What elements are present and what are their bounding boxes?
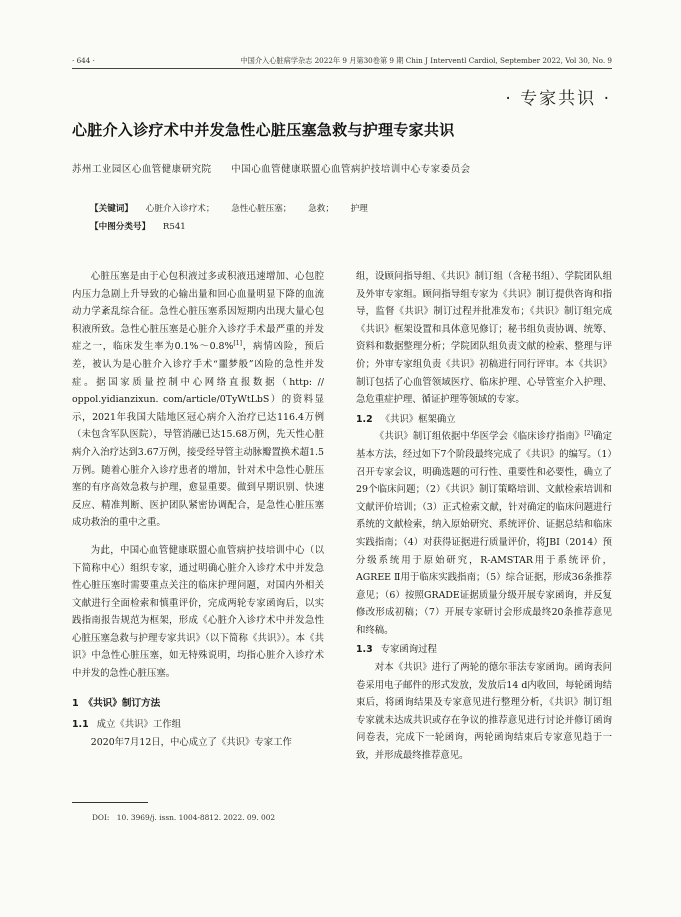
left-column <box>72 268 324 751</box>
section-heading: 1 《共识》制订方法 <box>72 697 161 709</box>
footnote-rule <box>72 802 148 803</box>
section-label: · 专家共识 · <box>505 89 611 109</box>
page-number: · 644 · <box>72 56 95 65</box>
journal-citation: 中国介入心脏病学杂志 2022年 9 月第30卷第 9 期 Chin J Interventl Cardiol, September 2022, Vol 30, No. 9 <box>240 56 612 65</box>
subsection-title: 专家函询过程 <box>380 644 437 656</box>
article-title: 心脏介入诊疗术中并发急性心脏压塞急救与护理专家共识 <box>72 121 455 139</box>
subsection-heading <box>356 411 612 429</box>
keyword: 急性心脏压塞； <box>231 204 292 214</box>
paragraph <box>356 428 612 639</box>
keywords-label: 【关键词】 <box>90 204 133 214</box>
subsection-title: 成立《共识》工作组 <box>96 719 181 731</box>
classification-value: R541 <box>162 222 186 232</box>
classification <box>90 220 186 232</box>
subsection-number: 1.3 <box>356 644 373 656</box>
subsection-title: 《共识》框架确立 <box>380 413 456 425</box>
paragraph <box>72 268 324 532</box>
subsection-number: 1.1 <box>72 719 89 731</box>
citation-ref[interactable]: [1] <box>233 340 242 348</box>
author-2: 中国心血管健康联盟心血管病护技培训中心专家委员会 <box>231 164 471 175</box>
doi: DOI: 10. 3969/j. issn. 1004-8812. 2022. 09. 002 <box>92 813 276 822</box>
paragraph: 对本《共识》进行了两轮的德尔菲法专家函询。函询表问卷采用电子邮件的形式发放，发放后14 d内收回，每轮函询结束后，将函询结果及专家意见进行整理分析，《共识》制订组专家就未达成共识或存在争议的推荐意见进行讨论并修订函询问卷表，完成下一轮函询，两轮函询结束后专家意见趋于一致，并形成最终推荐意见。 <box>356 662 612 762</box>
running-header <box>72 52 612 68</box>
author-1: 苏州工业园区心血管健康研究院 <box>72 164 212 175</box>
paragraph-text: ，病情凶险，预后差，被认为是心脏介入诊疗手术“噩梦般”凶险的急性并发症。据国家质量控制中心网络直报数据（http: // oppol.yidianzixun. com/article/0TyWtLbS）的资料显示，2021年我国大陆地区冠心病介入治疗已达116.4万例（未包含军队医院），导管消融已达15.68万例，先天性心脏病介入治疗达到3.67万例，接受经导管主动脉瓣置换术超1.5万例。随着心脏介入诊疗患者的增加，针对术中急性心脏压塞的有序高效急救与护理，愈显重要。做到早期识别、快速反应、精准判断、医护团队紧密协调配合，是急性心脏压塞成功救治的重中之重。 <box>72 341 324 529</box>
paragraph-text: 《共识》制订组依据中华医学会《临床诊疗指南》 <box>374 431 585 443</box>
header-rule <box>72 68 612 69</box>
paragraph-text: 确定基本方法，经过如下7个阶段最终完成了《共识》的编写。（1）召开专家会议，明确选题的可行性、重要性和必要性，确立了29个临床问题；（2）《共识》制订策略培训、文献检索培训和文献评价培训；（3）正式检索文献，针对确定的临床问题进行系统的文献检索，纳入原始研究、系统评价、证据总结和临床实践指南；（4）对获得证据进行质量评价，将JBI（2014）预分级系统用于原始研究，R-AMSTAR用于系统评价，AGREE Ⅱ用于临床实践指南；（5）综合证据，形成36条推荐意见；（6）按照GRADE证据质量分级开展专家函询，并反复修改形成初稿；（7）开展专家研讨会形成最终20条推荐意见和终稿。 <box>356 431 612 636</box>
keyword: 护理 <box>350 204 368 214</box>
subsection-heading <box>72 716 324 734</box>
right-column <box>356 268 612 765</box>
keyword: 急救； <box>308 204 334 214</box>
paragraph: 为此，中国心血管健康联盟心血管病护技培训中心（以下简称中心）组织专家，通过明确心脏介入诊疗术中并发急性心脏压塞时需要重点关注的临床护理问题，对国内外相关文献进行全面检索和慎重评价，完成两轮专家函询后，以实践指南报告规范为框架，形成《心脏介入诊疗术中并发急性心脏压塞急救与护理专家共识》（以下简称《共识》）。本《共识》中急性心脏压塞，如无特殊说明，均指心脏介入诊疗术中并发的急性心脏压塞。 <box>72 544 324 680</box>
paragraph: 2020年7月12日，中心成立了《共识》专家工作 <box>90 736 292 748</box>
keyword: 心脏介入诊疗术； <box>145 204 215 214</box>
keywords <box>90 202 382 214</box>
paragraph-text: 心脏压塞是由于心包积液过多或积液迅速增加、心包腔内压力急剧上升导致的心输出量和回心血量明显下降的血流动力学紊乱综合征。急性心脏压塞系因短期内出现大量心包积液所致。急性心脏压塞是心脏介入诊疗手术最严重的并发症之一，临床发生率为0.1%～0.8% <box>72 271 324 353</box>
author-affiliations <box>72 161 612 175</box>
citation-ref[interactable]: [2] <box>584 430 593 438</box>
subsection-number: 1.2 <box>356 413 373 425</box>
subsection-heading <box>356 641 612 659</box>
paragraph: 组，设顾问指导组、《共识》制订组（含秘书组）、学院团队组及外审专家组。顾问指导组专家为《共识》制订提供咨询和指导，监督《共识》制订过程并批准发布；《共识》制订组完成《共识》框架设置和具体意见修订；秘书组负责协调、统筹、资料和数据整理分析；学院团队组负责文献的检索、整理与评价；外审专家组负责《共识》初稿进行同行评审。本《共识》制订包括了心血管领域医疗、临床护理、心导管室介入护理、急危重症护理、循证护理等领域的专家。 <box>356 271 612 406</box>
classification-label: 【中图分类号】 <box>90 222 151 232</box>
